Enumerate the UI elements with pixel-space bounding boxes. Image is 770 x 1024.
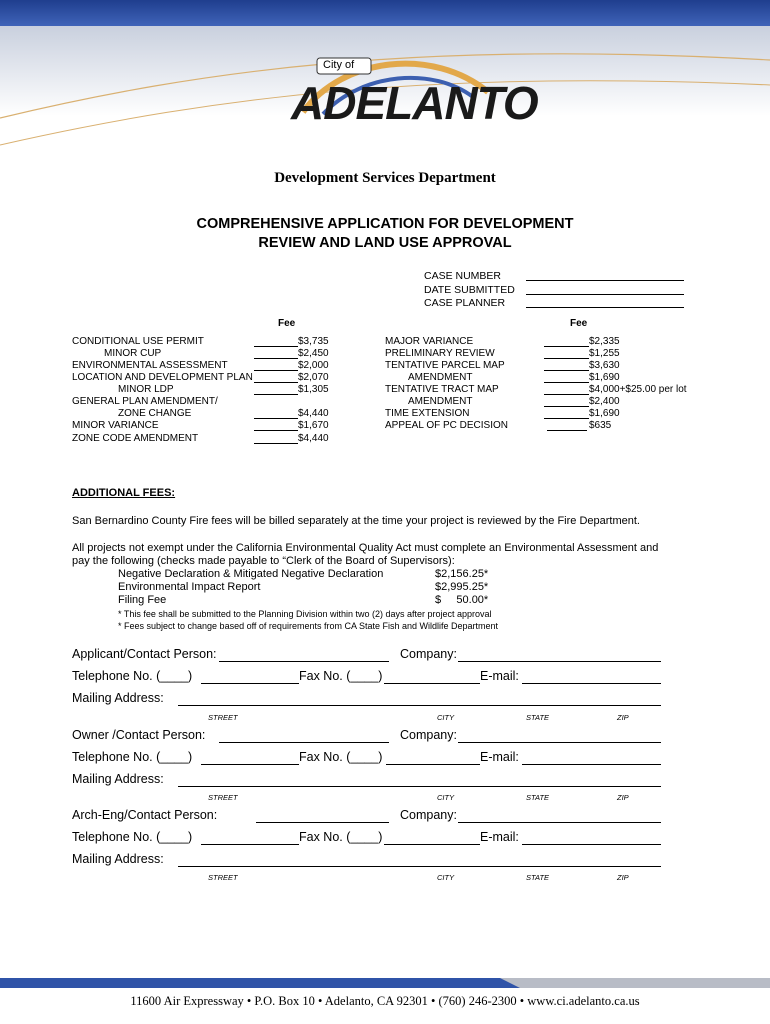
fee-amount: $2,450	[298, 348, 329, 359]
ceqa-item-label: Filing Fee	[118, 594, 167, 606]
state-sublabel: STATE	[526, 713, 550, 722]
zip-sublabel: ZIP	[617, 713, 629, 722]
fee-amount: $1,255	[589, 348, 620, 359]
fax-field[interactable]	[384, 669, 480, 684]
fee-line[interactable]	[544, 396, 589, 407]
telephone-label: Telephone No. (____)	[72, 830, 193, 844]
fee-line[interactable]	[544, 372, 589, 383]
footnote-approval: * This fee shall be submitted to the Planning Division within two (2) days after project approval	[118, 609, 492, 619]
fee-amount: $2,000	[298, 360, 329, 371]
fee-amount: $4,440	[298, 408, 329, 419]
fee-label: TIME EXTENSION	[385, 408, 470, 419]
fee-line[interactable]	[547, 420, 587, 431]
fire-fee-note: San Bernardino County Fire fees will be billed separately at the time your project is reviewed by the Fire Department.	[72, 515, 640, 527]
case-number-field[interactable]	[526, 268, 684, 281]
mailing-address-label: Mailing Address:	[72, 772, 164, 786]
company-label: Company:	[400, 808, 457, 822]
fee-amount: $4,000+$25.00 per lot	[589, 384, 687, 395]
case-planner-label: CASE PLANNER	[424, 297, 506, 309]
additional-fees-heading: ADDITIONAL FEES:	[72, 487, 176, 499]
fee-line[interactable]	[544, 348, 589, 359]
ceqa-item-label: Environmental Impact Report	[118, 581, 261, 593]
fee-amount: $1,305	[298, 384, 329, 395]
fee-line[interactable]	[254, 433, 298, 444]
email-field[interactable]	[522, 830, 661, 845]
city-sublabel: CITY	[437, 793, 455, 802]
logo-city-of: City of	[323, 59, 355, 71]
email-field[interactable]	[522, 750, 661, 765]
owner-field[interactable]	[219, 728, 389, 743]
fee-amount: $2,335	[589, 336, 620, 347]
ceqa-item-amount: $2,156.25*	[435, 568, 489, 580]
form-title-line2: REVIEW AND LAND USE APPROVAL	[258, 235, 512, 251]
fee-label: GENERAL PLAN AMENDMENT/	[72, 396, 218, 407]
city-logo	[283, 52, 538, 152]
fee-line[interactable]	[544, 408, 589, 419]
fee-label: TENTATIVE TRACT MAP	[385, 384, 499, 395]
city-sublabel: CITY	[437, 873, 455, 882]
ceqa-item-amount: $ 50.00*	[435, 594, 489, 606]
fee-line[interactable]	[254, 336, 298, 347]
fee-line[interactable]	[544, 336, 589, 347]
fee-amount: $1,690	[589, 408, 620, 419]
owner-label: Owner /Contact Person:	[72, 728, 206, 742]
telephone-field[interactable]	[201, 669, 299, 684]
fax-label: Fax No. (____)	[299, 750, 383, 764]
fee-amount: $2,400	[589, 396, 620, 407]
fee-label: MINOR LDP	[118, 384, 174, 395]
ceqa-note-line1: All projects not exempt under the California Environmental Quality Act must complete an Environmental Assessment and	[72, 542, 659, 554]
street-sublabel: STREET	[208, 873, 238, 882]
city-sublabel: CITY	[437, 713, 455, 722]
email-label: E-mail:	[480, 830, 519, 844]
fee-amount: $2,070	[298, 372, 329, 383]
fee-label: AMENDMENT	[408, 372, 473, 383]
fee-label: APPEAL OF PC DECISION	[385, 420, 508, 431]
email-field[interactable]	[522, 669, 661, 684]
telephone-field[interactable]	[201, 750, 299, 765]
mailing-address-label: Mailing Address:	[72, 852, 164, 866]
fee-line[interactable]	[254, 360, 298, 371]
mailing-address-label: Mailing Address:	[72, 691, 164, 705]
telephone-field[interactable]	[201, 830, 299, 845]
company-field[interactable]	[458, 728, 661, 743]
zip-sublabel: ZIP	[617, 793, 629, 802]
fee-label: MINOR CUP	[104, 348, 162, 359]
mailing-address-field[interactable]	[178, 852, 661, 867]
ceqa-item-label: Negative Declaration & Mitigated Negative Declaration	[118, 568, 384, 580]
fee-amount: $1,690	[589, 372, 620, 383]
email-label: E-mail:	[480, 750, 519, 764]
fee-amount: $3,630	[589, 360, 620, 371]
mailing-address-field[interactable]	[178, 691, 661, 706]
fee-label: ZONE CODE AMENDMENT	[72, 433, 199, 444]
street-sublabel: STREET	[208, 793, 238, 802]
date-submitted-label: DATE SUBMITTED	[424, 284, 515, 296]
fee-label: LOCATION AND DEVELOPMENT PLAN	[72, 372, 253, 383]
date-submitted-field[interactable]	[526, 282, 684, 295]
telephone-label: Telephone No. (____)	[72, 750, 193, 764]
fee-amount: $635	[589, 420, 612, 431]
fee-line[interactable]	[254, 420, 298, 431]
fax-field[interactable]	[386, 750, 480, 765]
fee-line[interactable]	[254, 408, 298, 419]
fee-label: ZONE CHANGE	[118, 408, 192, 419]
company-field[interactable]	[458, 647, 661, 662]
fee-header-left: Fee	[278, 318, 296, 329]
company-field[interactable]	[458, 808, 661, 823]
fee-line[interactable]	[544, 384, 589, 395]
fee-amount: $4,440	[298, 433, 329, 444]
fee-line[interactable]	[254, 348, 298, 359]
telephone-label: Telephone No. (____)	[72, 669, 193, 683]
fee-amount: $3,735	[298, 336, 329, 347]
fee-label: CONDITIONAL USE PERMIT	[72, 336, 204, 347]
fee-amount: $1,670	[298, 420, 329, 431]
fee-label: MINOR VARIANCE	[72, 420, 159, 431]
case-planner-field[interactable]	[526, 295, 684, 308]
fee-line[interactable]	[544, 360, 589, 371]
form-title-line1: COMPREHENSIVE APPLICATION FOR DEVELOPMENT	[196, 216, 574, 232]
company-label: Company:	[400, 728, 457, 742]
state-sublabel: STATE	[526, 873, 550, 882]
fee-label: MAJOR VARIANCE	[385, 336, 474, 347]
fax-field[interactable]	[384, 830, 480, 845]
fax-label: Fax No. (____)	[299, 669, 383, 683]
fee-line[interactable]	[254, 372, 298, 383]
logo-name: ADELANTO	[291, 77, 538, 129]
footer-address: 11600 Air Expressway • P.O. Box 10 • Adelanto, CA 92301 • (760) 246-2300 • www.ci.adelanto.ca.us	[130, 994, 640, 1008]
fax-label: Fax No. (____)	[299, 830, 383, 844]
ceqa-note-line2: pay the following (checks made payable to “Clerk of the Board of Supervisors):	[72, 555, 455, 567]
email-label: E-mail:	[480, 669, 519, 683]
fee-label: TENTATIVE PARCEL MAP	[385, 360, 505, 371]
state-sublabel: STATE	[526, 793, 550, 802]
fee-label: ENVIRONMENTAL ASSESSMENT	[72, 360, 228, 371]
footnote-fish-wildlife: * Fees subject to change based off of requirements from CA State Fish and Wildlife Department	[118, 621, 499, 631]
zip-sublabel: ZIP	[617, 873, 629, 882]
arch-eng-label: Arch-Eng/Contact Person:	[72, 808, 218, 822]
department-heading: Development Services Department	[274, 170, 496, 186]
ceqa-item-amount: $2,995.25*	[435, 581, 489, 593]
applicant-label: Applicant/Contact Person:	[72, 647, 217, 661]
mailing-address-field[interactable]	[178, 772, 661, 787]
fee-label: AMENDMENT	[408, 396, 473, 407]
applicant-field[interactable]	[219, 647, 389, 662]
fee-line[interactable]	[254, 384, 298, 395]
fee-header-right: Fee	[570, 318, 588, 329]
street-sublabel: STREET	[208, 713, 238, 722]
company-label: Company:	[400, 647, 457, 661]
footer-band	[0, 975, 770, 985]
case-number-label: CASE NUMBER	[424, 270, 502, 282]
arch-eng-field[interactable]	[256, 808, 389, 823]
fee-label: PRELIMINARY REVIEW	[385, 348, 495, 359]
